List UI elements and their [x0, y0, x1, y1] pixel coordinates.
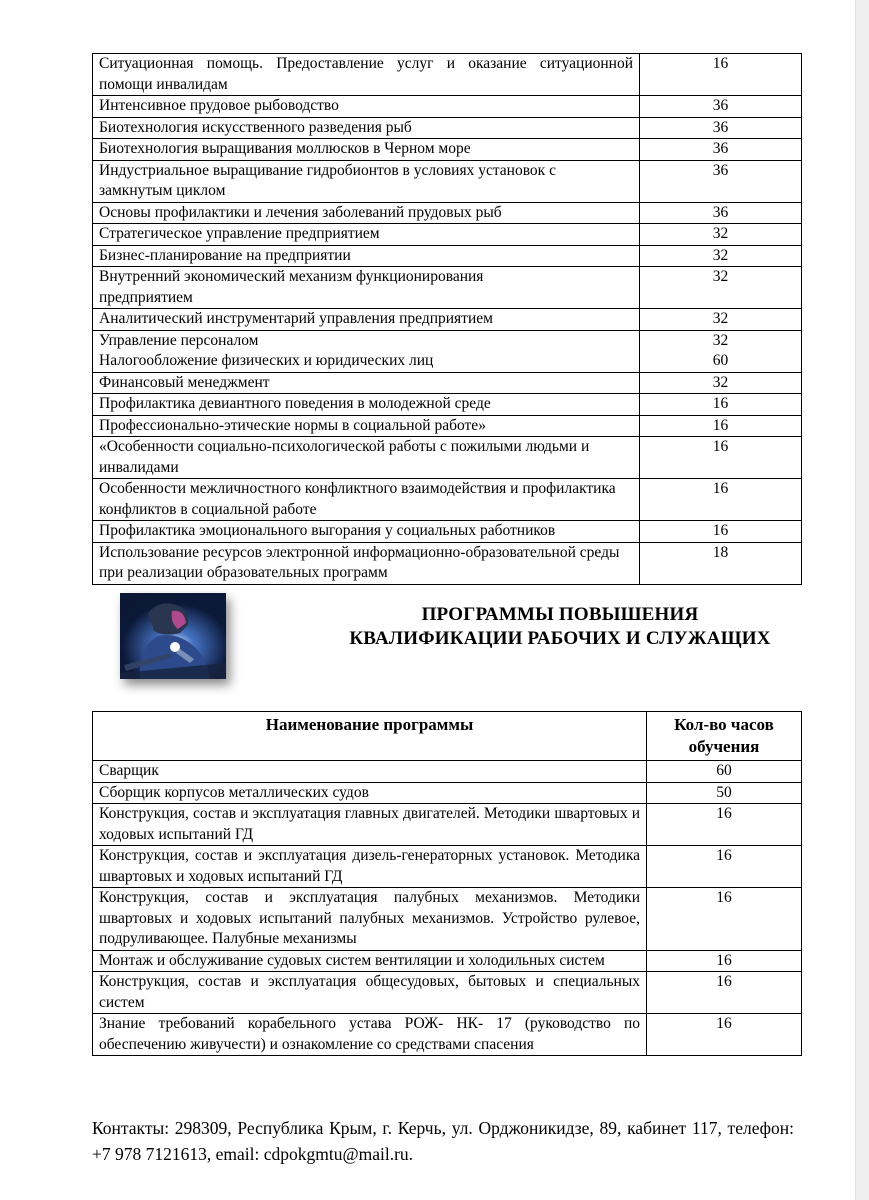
table-row — [93, 761, 802, 783]
program-hours: 32 — [640, 309, 802, 331]
programs-table-continued — [92, 53, 802, 585]
table-row — [93, 245, 802, 267]
welder-photo — [120, 593, 226, 679]
table-row — [93, 542, 802, 584]
program-hours: 16 — [640, 437, 802, 479]
table-row — [93, 846, 802, 888]
table-row — [93, 394, 802, 416]
table-row — [93, 804, 802, 846]
program-name: Особенности межличностного конфликтного взаимодействия и профилактика конфликтов в социальной работе — [93, 479, 640, 521]
table-row — [93, 437, 802, 479]
program-hours: 32 — [712, 331, 729, 349]
section-heading — [300, 603, 820, 651]
program-hours: 36 — [640, 96, 802, 118]
table-row — [93, 139, 802, 161]
table-row — [93, 309, 802, 331]
program-name: Внутренний экономический механизм функционирования предприятием — [93, 267, 640, 309]
program-hours: 32 — [640, 372, 802, 394]
program-hours: 32 — [640, 267, 802, 309]
program-name: Конструкция, состав и эксплуатация палубных механизмов. Методики швартовых и ходовых испытаний палубных механизмов. Устройство рулевое, подруливающее. Палубные механизмы — [93, 888, 647, 951]
program-hours: 32 — [640, 245, 802, 267]
table-row — [93, 224, 802, 246]
program-name: Биотехнология искусственного разведения рыб — [93, 117, 640, 139]
table-row — [93, 160, 802, 202]
table-row — [93, 521, 802, 543]
program-hours: 16 — [647, 972, 802, 1014]
column-header-hours: Кол-во часов обучения — [647, 712, 802, 761]
program-hours: 16 — [647, 950, 802, 972]
program-name: Финансовый менеджмент — [93, 372, 640, 394]
program-hours: 16 — [640, 415, 802, 437]
table-row — [93, 888, 802, 951]
program-name: Конструкция, состав и эксплуатация главных двигателей. Методики швартовых и ходовых испытаний ГД — [93, 804, 647, 846]
program-hours: 60 — [712, 352, 729, 369]
program-hours: 32 — [640, 224, 802, 246]
program-hours: 50 — [647, 782, 802, 804]
program-name: Аналитический инструментарий управления предприятием — [93, 309, 640, 331]
program-name: Бизнес-планирование на предприятии — [93, 245, 640, 267]
program-name: Сварщик — [93, 761, 647, 783]
table-row — [93, 479, 802, 521]
program-hours: 16 — [640, 479, 802, 521]
program-hours: 36 — [640, 160, 802, 202]
table-row — [93, 330, 802, 372]
table-row — [93, 950, 802, 972]
worker-programs-table — [92, 711, 802, 1056]
program-name: Ситуационная помощь. Предоставление услуг и оказание ситуационной помощи инвалидам — [93, 54, 640, 96]
program-hours: 16 — [647, 1014, 802, 1056]
program-hours: 16 — [647, 804, 802, 846]
table-row — [93, 267, 802, 309]
table-row — [93, 972, 802, 1014]
section-heading-line1: ПРОГРАММЫ ПОВЫШЕНИЯ — [421, 604, 699, 625]
table-row — [93, 1014, 802, 1056]
program-name: Индустриальное выращивание гидробионтов в условиях установок с замкнутым циклом — [93, 160, 640, 202]
program-hours: 36 — [640, 117, 802, 139]
program-hours: 16 — [640, 54, 802, 96]
section-heading-line2: КВАЛИФИКАЦИИ РАБОЧИХ И СЛУЖАЩИХ — [349, 628, 771, 649]
program-hours: 60 — [647, 761, 802, 783]
program-hours: 36 — [640, 202, 802, 224]
program-name: Интенсивное прудовое рыбоводство — [93, 96, 640, 118]
program-name: Профилактика девиантного поведения в молодежной среде — [93, 394, 640, 416]
table-row — [93, 96, 802, 118]
program-name: Конструкция, состав и эксплуатация дизель-генераторных установок. Методика швартовых и ходовых испытаний ГД — [93, 846, 647, 888]
contacts-footer: Контакты: 298309, Республика Крым, г. Керчь, ул. Орджоникидзе, 89, кабинет 117, телефон: +7 978 7121613, email: cdpokgmtu@mail.ru. — [92, 1118, 794, 1164]
program-name: Сборщик корпусов металлических судов — [93, 782, 647, 804]
table-row — [93, 117, 802, 139]
program-hours: 16 — [640, 394, 802, 416]
program-name: Основы профилактики и лечения заболеваний прудовых рыб — [93, 202, 640, 224]
program-name: «Особенности социально-психологической работы с пожилыми людьми и инвалидами — [93, 437, 640, 479]
program-hours: 16 — [640, 521, 802, 543]
program-name: Налогообложение физических и юридических лиц — [99, 352, 434, 369]
program-name: Монтаж и обслуживание судовых систем вентиляции и холодильных систем — [93, 950, 647, 972]
program-name: Профилактика эмоционального выгорания у социальных работников — [93, 521, 640, 543]
program-name: Стратегическое управление предприятием — [93, 224, 640, 246]
welder-photo-icon — [120, 593, 226, 679]
program-hours: 16 — [647, 888, 802, 951]
program-name: Использование ресурсов электронной информационно-образовательной среды при реализации образовательных программ — [93, 542, 640, 584]
column-header-program-name: Наименование программы — [93, 712, 647, 761]
program-name: Конструкция, состав и эксплуатация общесудовых, бытовых и специальных систем — [93, 972, 647, 1014]
table-row — [93, 54, 802, 96]
program-hours: 36 — [640, 139, 802, 161]
program-hours: 16 — [647, 846, 802, 888]
program-name: Знание требований корабельного устава РОЖ- НК- 17 (руководство по обеспечению живучести) и ознакомление со средствами спасения — [93, 1014, 647, 1056]
table-row — [93, 415, 802, 437]
table-row — [93, 782, 802, 804]
program-name: Профессионально-этические нормы в социальной работе» — [93, 415, 640, 437]
program-name: Управление персоналом — [99, 331, 259, 349]
program-hours: 18 — [640, 542, 802, 584]
program-name: Биотехнология выращивания моллюсков в Черном море — [93, 139, 640, 161]
table-row — [93, 202, 802, 224]
table-header-row — [93, 712, 802, 761]
table-row — [93, 372, 802, 394]
page-edge-shadow — [855, 0, 869, 1200]
